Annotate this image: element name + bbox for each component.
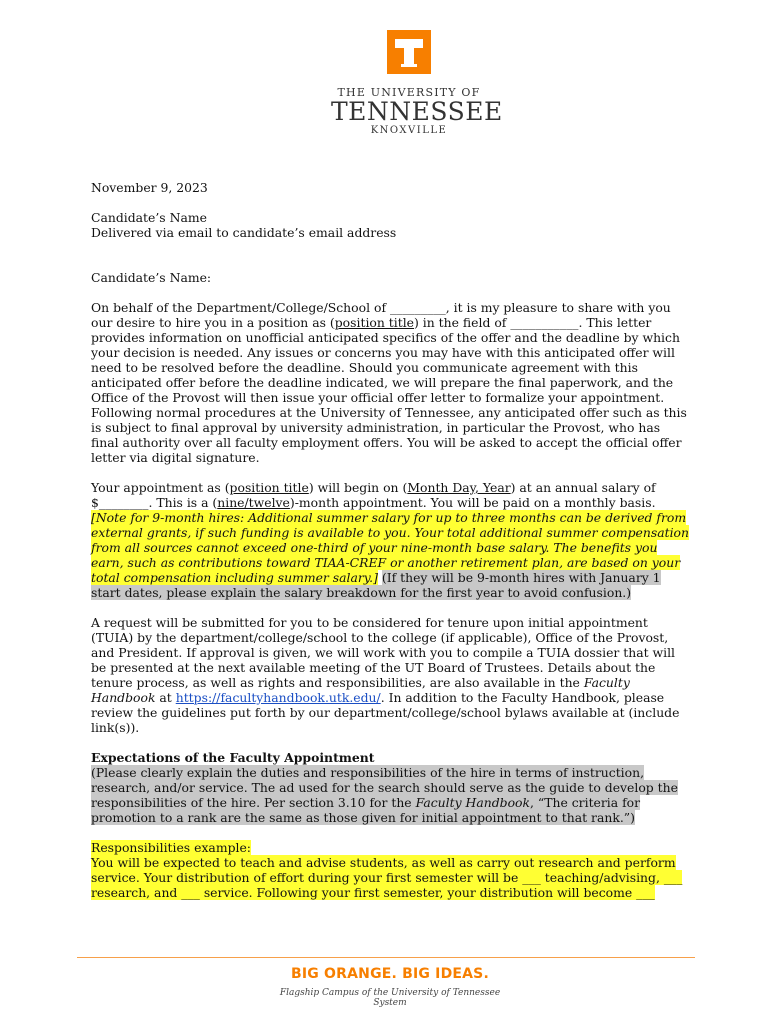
paragraph-appointment: Your appointment as (position title) will begin on (Month Day, Year) at an annual salary of $________. This is a (nine/twelve)-month appointment. You will be paid on a monthly basis. [Note for 9-month hires: Additional summer salary for up to three months can be derived from external grants, if such funding is available to you. Your total additional summer compensation from all sources cannot exceed one-third of your nine-month base salary. The benefits you earn, such as contributions toward TIAA-CREF or another retirement plan, are based on your total compensation including summer salary.] (If they will be 9-month hires with January 1 start dates, please explain the salary breakdown for the first year to avoid confusion.) (91, 480, 689, 600)
position-title-placeholder: position title (334, 315, 415, 330)
expectations-instruction: (Please clearly explain the duties and responsibilities of the hire in terms of instruction, research, and/or service. The ad used for the search should serve as the guide to develop the responsibilities of the hire. Per section 3.10 for the Faculty Handbook, “The criteria for promotion to a rank are the same as those given for initial appointment to that rank.”) (91, 765, 678, 825)
responsibilities-heading: Responsibilities example: (91, 840, 251, 855)
expectations-heading: Expectations of the Faculty Appointment (91, 750, 375, 765)
summer-salary-note: [Note for 9-month hires: Additional summer salary for up to three months can be derived from external grants, if such funding is available to you. Your total additional summer compensation from all sources cannot exceed one-third of your nine-month base salary. The benefits you earn, such as contributions toward TIAA-CREF or another retirement plan, are based on your total compensation including summer salary.] (91, 510, 689, 585)
responsibilities-example: You will be expected to teach and advise students, as well as carry out research and perform service. Your distribution of effort during your first semester will be ___ teaching/advising, ___ research, and ___ service. Following your first semester, your distribution will become ___ (91, 855, 683, 900)
footer-divider (77, 957, 695, 958)
faculty-handbook-link[interactable]: https://facultyhandbook.utk.edu/ (175, 690, 381, 705)
delivery-line: Delivered via email to candidate’s email address (91, 225, 397, 240)
logo-university-of: THE UNIVERSITY OF (337, 86, 481, 99)
logo-tennessee: TENNESSEE (331, 97, 503, 126)
candidate-name-line: Candidate’s Name (91, 210, 207, 225)
letter-body (91, 180, 691, 900)
paragraph-tenure: A request will be submitted for you to be considered for tenure upon initial appointment (TUIA) by the department/college/school to the college (if applicable), Office of the Provost, and President. If approval is given, we will work with you to compile a TUIA dossier that will be presented at the next available meeting of the UT Board of Trustees. Details about the tenure process, as well as rights and responsibilities, are also available in the Faculty Handbook at https://facultyhandbook.utk.edu/. In addition to the Faculty Handbook, please review the guidelines put forth by our department/college/school bylaws available at (include link(s)). (91, 615, 680, 735)
salutation: Candidate’s Name: (91, 270, 212, 285)
power-t-icon (387, 30, 431, 74)
salary-breakdown-instruction: (If they will be 9-month hires with January 1 start dates, please explain the salary breakdown for the first year to avoid confusion.) (91, 570, 661, 600)
letter-date: November 9, 2023 (91, 180, 208, 195)
footer-slogan: BIG ORANGE. BIG IDEAS. (290, 966, 489, 982)
university-logo (331, 30, 503, 136)
logo-knoxville: KNOXVILLE (370, 125, 448, 136)
footer-subtitle: Flagship Campus of the University of Tennessee System (279, 988, 501, 1008)
paragraph-offer: On behalf of the Department/College/School of _________, it is my pleasure to share with you our desire to hire you in a position as (position title) in the field of ___________. This letter provides information on unofficial anticipated specifics of the offer and the deadline by which your decision is needed. Any issues or concerns you may have with this anticipated offer will need to be resolved before the deadline. Should you communicate agreement with this anticipated offer before the deadline indicated, we will prepare the final paperwork, and the Office of the Provost will then issue your official offer letter to formalize your appointment. Following normal procedures at the University of Tennessee, any anticipated offer such as this is subject to final approval by university administration, in particular the Provost, who has final authority over all faculty employment offers. You will be asked to accept the official offer letter via digital signature. (91, 300, 687, 465)
